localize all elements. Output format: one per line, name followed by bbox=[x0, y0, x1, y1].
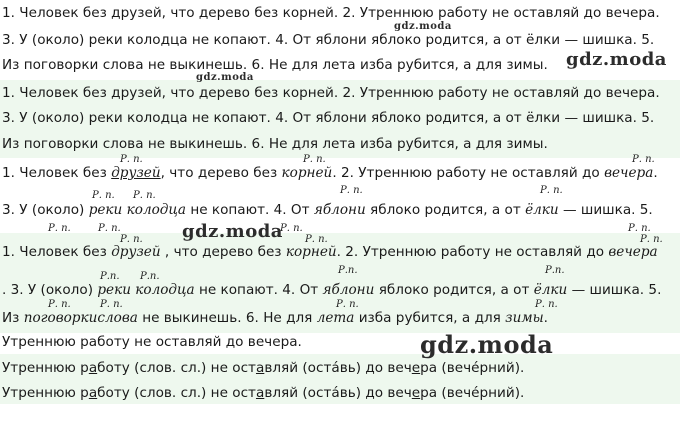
watermark: gdz.moda bbox=[182, 221, 283, 242]
annotated-line: 1. Человек без друзей , что дерево без корней. 2. Утреннюю работу не оставляй до вечера bbox=[2, 244, 658, 260]
case-annotation: Р. п. bbox=[535, 299, 558, 310]
annotated-word: вечера bbox=[604, 165, 654, 181]
annotated-word: друзей bbox=[111, 244, 161, 260]
vowel-mark: а bbox=[255, 385, 265, 401]
annotated-word: колодца bbox=[126, 202, 186, 218]
annotated-word: реки bbox=[88, 202, 123, 218]
case-annotation: Р. п. bbox=[640, 234, 663, 245]
watermark: gdz.moda bbox=[420, 330, 554, 359]
annotated-word: яблони bbox=[322, 282, 375, 298]
spelling-line: Утреннюю работу (слов. сл.) не оставляй (оста́вь) до вечера (вечéрний). bbox=[2, 360, 525, 376]
case-annotation: Р. п. bbox=[48, 223, 71, 234]
annotated-word: яблони bbox=[313, 202, 366, 218]
text-line: Из поговорки слова не выкинешь. 6. Не для лета изба рубится, а для зимы. bbox=[2, 136, 548, 152]
annotated-word: корней bbox=[285, 244, 337, 260]
watermark: gdz.moda bbox=[394, 21, 452, 32]
text-line: 3. У (около) реки колодца не копают. 4. От яблони яблоко родится, а от ёлки — шишка. 5. bbox=[2, 32, 655, 48]
annotated-line: Из поговоркислова не выкинешь. 6. Не для лета изба рубится, а для зимы. bbox=[2, 310, 548, 326]
spelling-line: Утреннюю работу (слов. сл.) не оставляй (оста́вь) до вечера (вечéрний). bbox=[2, 385, 525, 401]
annotated-word: ёлки bbox=[525, 202, 559, 218]
case-annotation: Р. п. bbox=[632, 154, 655, 165]
watermark: gdz.moda bbox=[196, 72, 254, 83]
case-annotation: Р. п. bbox=[92, 190, 115, 201]
case-annotation: Р. п. bbox=[336, 299, 359, 310]
vowel-mark: е bbox=[411, 385, 421, 401]
case-annotation: Р. п. bbox=[133, 190, 156, 201]
case-annotation: Р. п. bbox=[540, 185, 563, 196]
case-annotation: Р. п. bbox=[303, 154, 326, 165]
vowel-mark: а bbox=[88, 385, 98, 401]
text-line: 3. У (около) реки колодца не копают. 4. От яблони яблоко родится, а от ёлки — шишка. 5. bbox=[2, 110, 655, 126]
case-annotation: Р.п. bbox=[100, 271, 120, 282]
annotated-word: реки bbox=[97, 282, 131, 298]
text-line: Из поговорки слова не выкинешь. 6. Не для лета изба рубится, а для зимы. bbox=[2, 57, 548, 73]
case-annotation: Р. п. bbox=[120, 234, 143, 245]
annotated-line: 3. У (около) реки колодца не копают. 4. От яблони яблоко родится, а от ёлки — шишка. 5. bbox=[2, 202, 653, 218]
text-line: 1. Человек без друзей, что дерево без корней. 2. Утреннюю работу не оставляй до вечера. bbox=[2, 5, 660, 21]
vowel-mark: а bbox=[255, 360, 265, 376]
vowel-mark: е bbox=[411, 360, 421, 376]
case-annotation: Р. п. bbox=[340, 185, 363, 196]
case-annotation: Р.п. bbox=[338, 265, 358, 276]
case-annotation: Р. п. bbox=[305, 234, 328, 245]
watermark: gdz.moda bbox=[566, 49, 667, 70]
annotated-word: поговорки bbox=[23, 310, 98, 326]
case-annotation: Р.п. bbox=[140, 271, 160, 282]
annotated-line: 1. Человек без друзей, что дерево без корней. 2. Утреннюю работу не оставляй до вечера. bbox=[2, 165, 658, 181]
annotated-word: слова bbox=[97, 310, 138, 326]
annotated-word: колодца bbox=[135, 282, 195, 298]
case-annotation: Р. п. bbox=[98, 223, 121, 234]
annotated-word: зимы bbox=[505, 310, 544, 326]
case-annotation: Р. п. bbox=[280, 223, 303, 234]
text-line: Утреннюю работу не оставляй до вечера. bbox=[2, 334, 302, 350]
case-annotation: Р. п. bbox=[100, 299, 123, 310]
annotated-line: . 3. У (около) реки колодца не копают. 4. От яблони яблоко родится, а от ёлки — шишка. 5. bbox=[2, 282, 662, 298]
case-annotation: Р.п. bbox=[545, 265, 565, 276]
annotated-word: корней bbox=[281, 165, 333, 181]
annotated-word: ёлки bbox=[533, 282, 568, 298]
underlined-word: друзей bbox=[111, 165, 161, 181]
text-line: 1. Человек без друзей, что дерево без корней. 2. Утреннюю работу не оставляй до вечера. bbox=[2, 85, 660, 101]
case-annotation: Р. п. bbox=[120, 154, 143, 165]
vowel-mark: а bbox=[88, 360, 98, 376]
case-annotation: Р. п. bbox=[48, 299, 71, 310]
annotated-word: лета bbox=[316, 310, 355, 326]
case-annotation: Р. п. bbox=[628, 223, 651, 234]
annotated-word: вечера bbox=[608, 244, 658, 260]
